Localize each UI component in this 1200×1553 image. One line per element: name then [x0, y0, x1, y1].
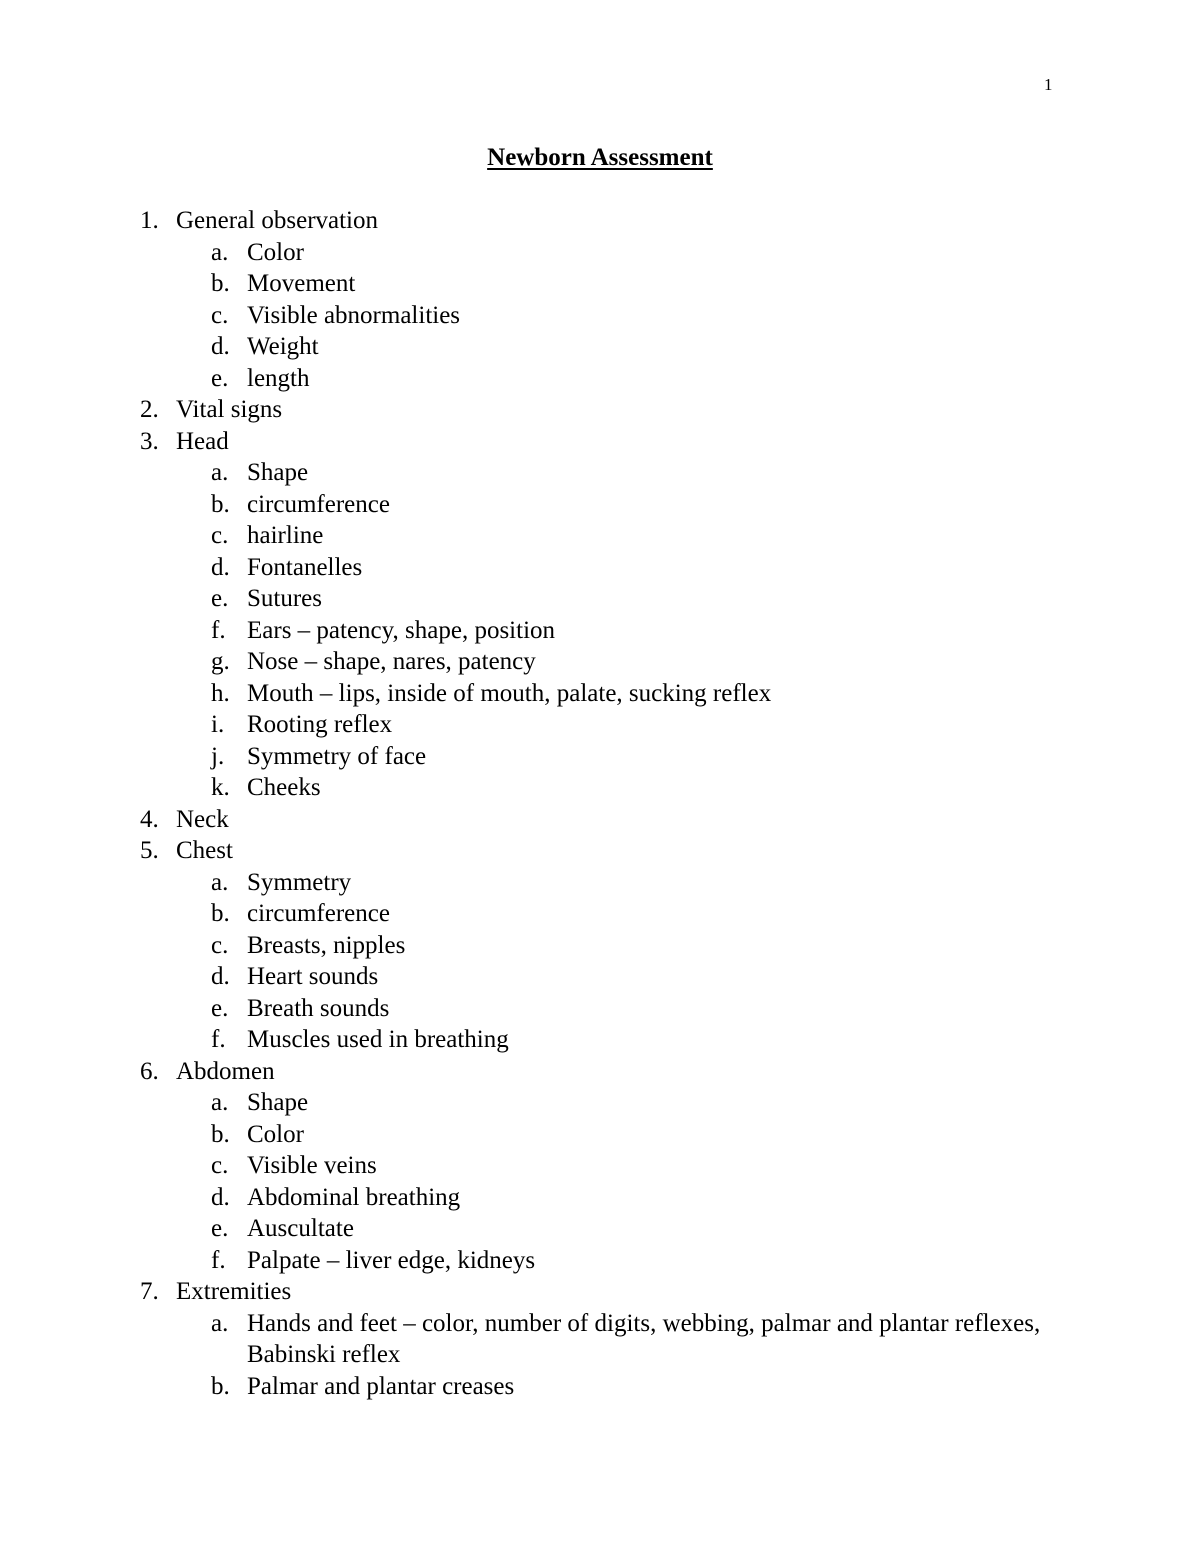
subsection-item: [0, 1150, 1200, 1182]
section-item: [0, 835, 1200, 867]
subsection-label: Rooting reflex: [247, 711, 393, 738]
section-label: Head: [176, 427, 229, 455]
subsection-label: Breath sounds: [247, 994, 390, 1022]
subsection-label: Visible abnormalities: [247, 301, 461, 329]
subsection-item: [0, 1371, 1200, 1403]
subsection-item: [0, 237, 1200, 269]
subsection-item: [0, 268, 1200, 300]
subsection-item: [0, 646, 1200, 678]
subsection-marker: d.: [211, 553, 230, 581]
subsection-marker: f.: [211, 1026, 226, 1053]
section-marker: 1.: [140, 207, 159, 234]
section-item: [0, 1276, 1200, 1308]
section-item: [0, 394, 1200, 426]
subsection-label: Sutures: [247, 585, 322, 612]
subsection-label: Heart sounds: [247, 963, 379, 990]
subsection-label: circumference: [247, 900, 390, 927]
subsection-marker: f.: [211, 616, 226, 644]
subsection-label: Nose – shape, nares, patency: [247, 648, 536, 675]
subsection-label: Shape: [247, 1089, 309, 1116]
subsection-item: [0, 520, 1200, 552]
page-number: 1: [1044, 75, 1053, 94]
subsection-item: [0, 1213, 1200, 1245]
document-title: Newborn Assessment: [487, 144, 713, 171]
subsection-item: [0, 1024, 1200, 1056]
subsection-marker: c.: [211, 522, 229, 549]
subsection-item: [0, 678, 1200, 710]
subsection-marker: j.: [211, 742, 225, 770]
subsection-label: Fontanelles: [247, 553, 363, 581]
section-item: [0, 426, 1200, 458]
subsection-item: [0, 867, 1200, 899]
subsection-item: [0, 961, 1200, 993]
subsection-marker: b.: [211, 490, 230, 518]
subsection-label: length: [247, 364, 310, 392]
subsection-item: [0, 457, 1200, 489]
section-marker: 5.: [140, 837, 159, 864]
section-marker: 2.: [140, 396, 159, 423]
section-label: Abdomen: [176, 1057, 275, 1085]
section-label: Vital signs: [176, 396, 283, 423]
subsection-label: Symmetry: [247, 868, 352, 896]
subsection-label: Visible veins: [247, 1152, 377, 1179]
subsection-item: [0, 1308, 1200, 1371]
section-label: Neck: [176, 805, 229, 833]
subsection-marker: e.: [211, 364, 229, 392]
subsection-label: circumference: [247, 490, 390, 518]
subsection-marker: d.: [211, 333, 230, 360]
subsection-label: Movement: [247, 270, 356, 297]
subsection-label: Color: [247, 238, 304, 266]
subsection-item: [0, 741, 1200, 773]
subsection-marker: a.: [211, 238, 229, 266]
subsection-marker: g.: [211, 648, 230, 675]
subsection-marker: b.: [211, 1120, 230, 1148]
section-label: General observation: [176, 207, 379, 234]
subsection-marker: i.: [211, 711, 225, 738]
section-item: [0, 804, 1200, 836]
subsection-label: Muscles used in breathing: [247, 1026, 509, 1053]
section-item: [0, 1056, 1200, 1088]
subsection-item: [0, 331, 1200, 363]
subsection-item: [0, 993, 1200, 1025]
subsection-item: [0, 1182, 1200, 1214]
subsection-item: [0, 1119, 1200, 1151]
subsection-marker: e.: [211, 1215, 229, 1242]
subsection-marker: c.: [211, 931, 229, 959]
subsection-item: [0, 583, 1200, 615]
subsection-marker: a.: [211, 868, 229, 896]
subsection-item: [0, 898, 1200, 930]
subsection-label: Palpate – liver edge, kidneys: [247, 1246, 536, 1274]
section-item: [0, 205, 1200, 237]
subsection-marker: h.: [211, 679, 230, 707]
subsection-marker: b.: [211, 1372, 230, 1400]
subsection-label: Shape: [247, 459, 309, 486]
subsection-label: Breasts, nipples: [247, 931, 406, 959]
section-marker: 4.: [140, 805, 159, 833]
subsection-marker: c.: [211, 1152, 229, 1179]
subsection-marker: b.: [211, 900, 230, 927]
subsection-label: Symmetry of face: [247, 742, 427, 770]
subsection-label: Weight: [247, 333, 319, 360]
subsection-label: Auscultate: [247, 1215, 354, 1242]
subsection-item: [0, 363, 1200, 395]
assessment-outline: [0, 205, 1200, 1402]
subsection-marker: a.: [211, 459, 229, 486]
subsection-item: [0, 552, 1200, 584]
section-marker: 6.: [140, 1057, 159, 1085]
subsection-item: [0, 300, 1200, 332]
subsection-label: Color: [247, 1120, 304, 1148]
subsection-item: [0, 489, 1200, 521]
subsection-label: Mouth – lips, inside of mouth, palate, sucking reflex: [247, 679, 772, 707]
subsection-item: [0, 1087, 1200, 1119]
subsection-marker: e.: [211, 994, 229, 1022]
subsection-item: [0, 709, 1200, 741]
subsection-marker: d.: [211, 963, 230, 990]
section-marker: 3.: [140, 427, 159, 455]
subsection-marker: b.: [211, 270, 230, 297]
subsection-marker: f.: [211, 1246, 226, 1274]
subsection-marker: a.: [211, 1089, 229, 1116]
subsection-label: Hands and feet – color, number of digits, webbing, palmar and plantar reflexes, Babinski reflex: [247, 1309, 1041, 1368]
section-marker: 7.: [140, 1278, 159, 1305]
subsection-marker: a.: [211, 1309, 229, 1337]
section-label: Extremities: [176, 1278, 292, 1305]
subsection-marker: c.: [211, 301, 229, 329]
subsection-item: [0, 615, 1200, 647]
subsection-label: Abdominal breathing: [247, 1183, 461, 1211]
subsection-item: [0, 1245, 1200, 1277]
subsection-marker: d.: [211, 1183, 230, 1211]
subsection-label: Palmar and plantar creases: [247, 1372, 515, 1400]
subsection-marker: k.: [211, 774, 230, 801]
subsection-label: hairline: [247, 522, 324, 549]
subsection-item: [0, 772, 1200, 804]
subsection-label: Ears – patency, shape, position: [247, 616, 556, 644]
section-label: Chest: [176, 837, 233, 864]
subsection-item: [0, 930, 1200, 962]
subsection-label: Cheeks: [247, 774, 321, 801]
subsection-marker: e.: [211, 585, 229, 612]
